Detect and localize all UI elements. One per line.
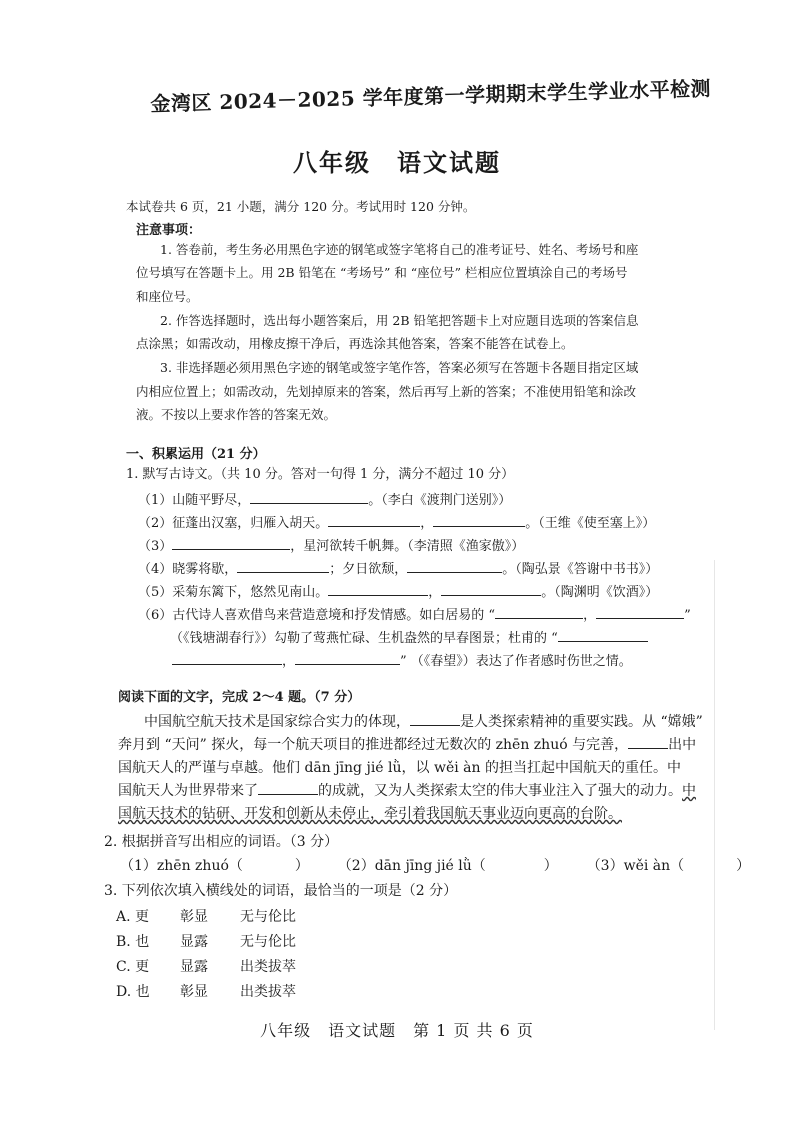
option-d: D. 也 彰显 出类拔萃: [116, 984, 296, 1000]
passage-line: 国航天人的严谨与卓越。他们 dān jīng jié lǜ，以 wěi àn 的担当扛起中国航天的重任。中: [118, 760, 681, 776]
q1-item-1: （1）山随平野尽， 。（李白《渡荆门送别》）: [138, 489, 511, 511]
q1-item-3: （3） ，星河欲转千帆舞。（李清照《渔家傲》）: [138, 535, 524, 557]
note-line: 液。不按以上要求作答的答案无效。: [136, 407, 337, 422]
exam-subtitle: 八年级 语文试题: [293, 148, 501, 177]
option-a: A. 更 彰显 无与伦比: [116, 909, 296, 925]
note-line: 点涂黑；如需改动，用橡皮擦干净后，再选涂其他答案，答案不能答在试卷上。: [136, 336, 574, 351]
question-1-stem: 1. 默写古诗文。（共 10 分。答对一句得 1 分，满分不超过 10 分）: [126, 467, 515, 482]
q1-item-6-cont2: ， ” （《春望》）表达了作者感时伤世之情。: [172, 650, 632, 672]
option-c: C. 更 显露 出类拔萃: [116, 959, 296, 975]
q1-item-6: （6）古代诗人喜欢借鸟来营造意境和抒发情感。如白居易的 “ ， ”: [138, 604, 691, 626]
notes-heading: 注意事项：: [136, 223, 202, 238]
question-2-parts: （1）zhēn zhuó（ ） （2）dān jīng jié lǜ（ ） （3）wěi àn（ ）: [120, 858, 751, 874]
option-b: B. 也 显露 无与伦比: [116, 934, 296, 950]
note-line: 3. 非选择题必须用黑色字迹的钢笔或签字笔作答，答案必须写在答题卡各题目指定区域: [160, 360, 639, 375]
scan-edge-divider: [714, 560, 715, 1030]
q1-item-2: （2）征蓬出汉塞，归雁入胡天。 ， 。（王维《使至塞上》）: [138, 512, 655, 534]
question-3-stem: 3. 下列依次填入横线处的词语，最恰当的一项是（2 分）: [104, 883, 458, 899]
note-line: 2. 作答选择题时，选出每小题答案后，用 2B 铅笔把答题卡上对应题目选项的答案信息: [160, 313, 639, 328]
section-heading: 一、积累运用（21 分）: [126, 447, 266, 462]
page-footer: 八年级 语文试题 第 1 页 共 6 页: [260, 1021, 534, 1040]
note-line: 和座位号。: [136, 289, 199, 304]
note-line: 位号填写在答题卡上。用 2B 铅笔在 “考场号” 和 “座位号” 栏相应位置填涂自己的考场号: [136, 265, 628, 280]
q1-item-6-cont: （《钱塘湖春行》）勾勒了莺燕忙碌、生机盎然的早春图景；杜甫的 “: [170, 627, 648, 649]
passage-line: 国航天技术的钻研、开发和创新从未停止，牵引着我国航天事业迈向更高的台阶。: [118, 806, 622, 822]
q1-item-5: （5）采菊东篱下，悠然见南山。 ， 。（陶渊明《饮酒》）: [138, 581, 658, 603]
question-2-stem: 2. 根据拼音写出相应的词语。（3 分）: [104, 834, 339, 850]
passage-line: 奔月到 “天问” 探火，每一个航天项目的推进都经过无数次的 zhēn zhuó 与完善， 出中: [118, 734, 696, 756]
exam-title: 金湾区 2024－2025 学年度第一学期期末学生学业水平检测: [150, 76, 712, 116]
note-line: 1. 答卷前，考生务必用黑色字迹的钢笔或签字笔将自己的准考证号、姓名、考场号和座: [160, 242, 639, 257]
q1-item-4: （4）晓雾将歇， ；夕日欲颓， 。（陶弘景《答谢中书书》）: [138, 558, 658, 580]
reading-instruction: 阅读下面的文字，完成 2～4 题。（7 分）: [118, 690, 361, 705]
exam-intro: 本试卷共 6 页，21 小题，满分 120 分。考试用时 120 分钟。: [126, 199, 476, 214]
note-line: 内相应位置上；如需改动，先划掉原来的答案，然后再写上新的答案；不准使用铅笔和涂改: [136, 384, 637, 399]
passage-line: 国航天人为世界带来了 的成就，又为人类探索太空的伟大事业注入了强大的动力。中: [118, 780, 696, 802]
passage-line: 中国航空航天技术是国家综合实力的体现， 是人类探索精神的重要实践。从 “嫦娥”: [144, 711, 703, 733]
